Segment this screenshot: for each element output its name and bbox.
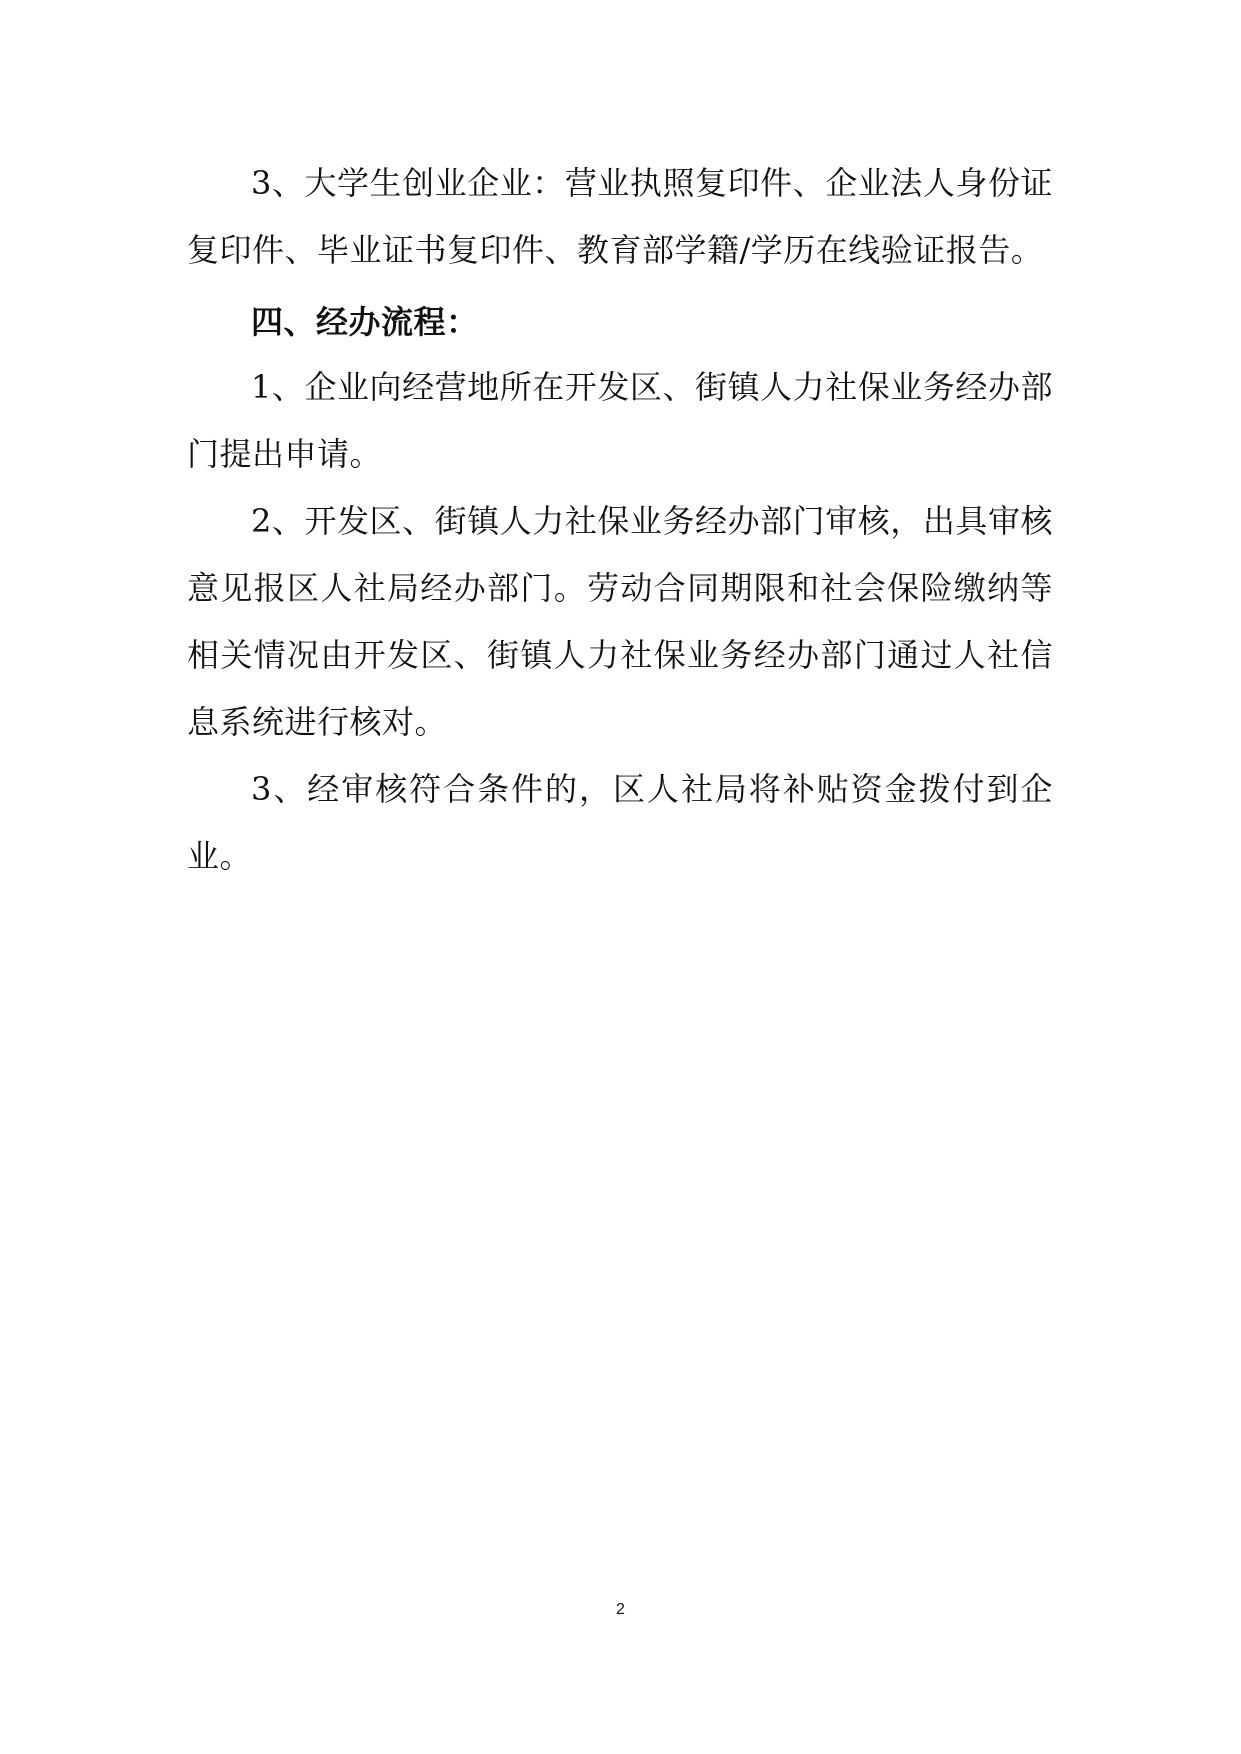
- paragraph-procedure-step-2: 2、开发区、街镇人力社保业务经办部门审核，出具审核意见报区人社局经办部门。劳动合同期限和社会保险缴纳等相关情况由开发区、街镇人力社保业务经办部门通过人社信息系统进行核对。: [187, 502, 1053, 741]
- document-body: [187, 150, 1053, 890]
- paragraph-procedure-step-3: 3、经审核符合条件的，区人社局将补贴资金拨付到企业。: [187, 770, 1053, 875]
- paragraph-procedure-step-1: 1、企业向经营地所在开发区、街镇人力社保业务经办部门提出申请。: [187, 368, 1053, 473]
- paragraph-materials-university-startup: 3、大学生创业企业：营业执照复印件、企业法人身份证复印件、毕业证书复印件、教育部学籍/学历在线验证报告。: [187, 164, 1053, 269]
- page-number: 2: [616, 1601, 625, 1618]
- section-heading-procedure: 四、经办流程：: [251, 303, 479, 341]
